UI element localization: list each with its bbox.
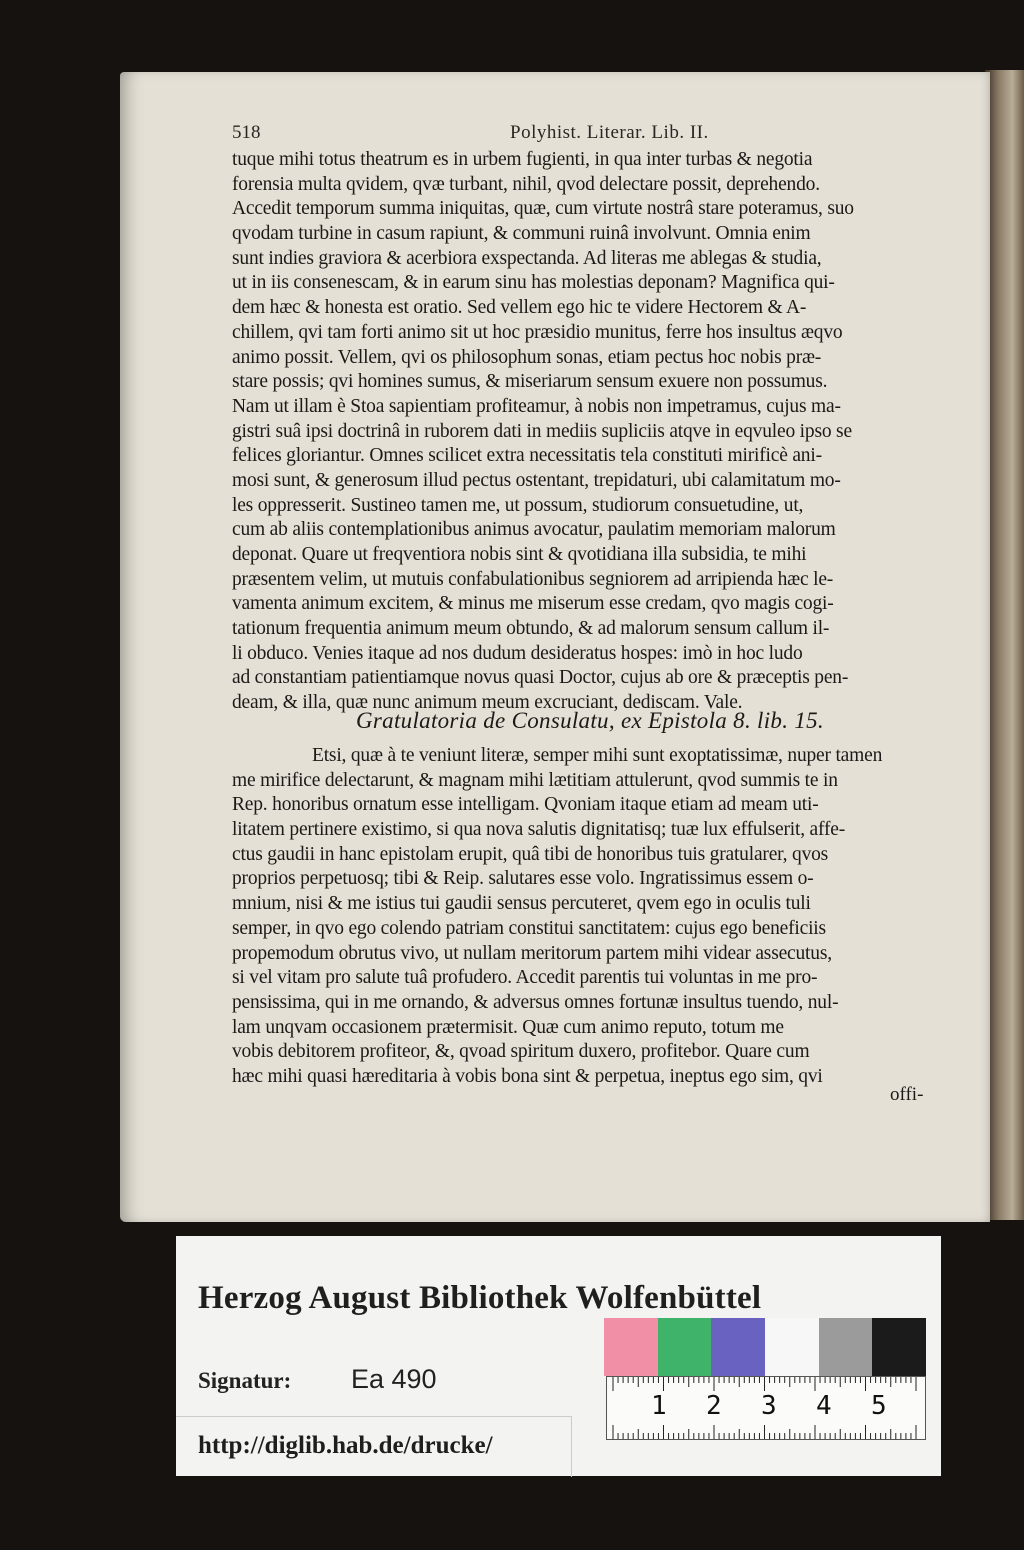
text-line: lam unqvam occasionem prætermisit. Quæ cum animo reputo, totum me [232,1016,784,1038]
color-calibration-chart [604,1318,926,1376]
signature-label: Signatur: [198,1368,292,1393]
library-label [176,1236,941,1476]
text-line: litatem pertinere existimo, si qua nova salutis dignitatisq; tuæ lux effulserit, affe- [232,819,845,841]
text-line: Accedit temporum summa iniquitas, quæ, cum virtute nostrâ stare poteramus, suo [232,198,854,220]
text-line: ad constantiam patientiamque novus quasi Doctor, cujus ab ore & præceptis pen- [232,667,849,689]
scale-number: 1 [651,1391,667,1421]
measurement-scale [606,1376,926,1440]
text-line: si vel vitam pro salute tuâ profudero. Accedit parentis tui voluntas in me pro- [232,967,818,989]
text-line: stare possis; qvi homines sumus, & miseriarum sensum exuere non possumus. [232,371,828,393]
color-swatch [872,1318,926,1376]
text-line: Etsi, quæ à te veniunt literæ, semper mihi sunt exoptatissimæ, nuper tamen [312,745,883,766]
text-line: animo possit. Vellem, qvi os philosophum sonas, etiam pectus hoc nobis præ- [232,346,822,368]
text-line: ut in iis consenescam, & in earum sinu has molestias deponam? Magnifica qui- [232,272,835,294]
text-line: forensia multa qvidem, qvæ turbant, nihil, qvod delectare possit, deprehendo. [232,173,820,195]
scale-number: 4 [816,1391,832,1421]
text-line: mosi sunt, & generosum illud pectus ostentant, trepidaturi, ubi calamitatum mo- [232,469,841,491]
running-head [232,122,932,148]
text-line: deponat. Quare ut freqventiora nobis sint & qvotidiana illa subsidia, te mihi [232,544,807,565]
library-name: Herzog August Bibliothek Wolfenbüttel [198,1280,762,1316]
catchword: offi- [890,1084,924,1105]
section-heading: Gratulatoria de Consulatu, ex Epistola 8. lib. 15. [356,708,824,733]
text-line: li obduco. Venies itaque ad nos dudum desideratus hospes: imò in hoc ludo [232,642,803,664]
text-line: semper, in qvo ego colendo patriam constitui sanctitatem: cujus ego beneficiis [232,917,826,939]
text-line: me mirifice delectarunt, & magnam mihi lætitiam attulerunt, qvod summis te in [232,769,838,791]
text-line: sunt indies graviora & acerbiora exspectanda. Ad literas me ablegas & studia, [232,247,822,269]
text-line: Nam ut illam è Stoa sapientiam profiteamur, à nobis non impetramus, cujus ma- [232,395,841,417]
text-line: Rep. honoribus ornatum esse intelligam. Qvoniam itaque etiam ad meam uti- [232,794,819,816]
color-swatch [658,1318,712,1376]
next-page-edge [985,70,1024,1220]
text-line: propemodum obrutus vivo, ut nullam meritorum partem mihi videar assecutus, [232,942,832,964]
text-line: hæc mihi quasi hæreditaria à vobis bona sint & perpetua, ineptus ego sim, qvi [232,1065,823,1087]
letter-paragraph [232,148,962,716]
text-line: gistri suâ ipsi doctrinâ in ruborem dati in mediis supliciis atqve in eqvuleo ipso se [232,420,852,442]
text-line: vobis debitorem profiteor, &, qvoad spiritum duxero, profitebor. Quare cum [232,1041,810,1063]
scale-number: 5 [871,1391,887,1421]
color-swatch [765,1318,819,1376]
text-line: præsentem velim, ut mutuis confabulationibus segniorem ad arripienda hæc le- [232,568,834,590]
text-line: deam, & illa, quæ nunc animum meum excruciant, dediscam. Vale. [232,692,743,714]
scale-number: 3 [761,1391,777,1421]
text-line: pensissima, qui in me ornando, & adversus omnes fortunæ insultus tuendo, nul- [232,991,839,1013]
text-line: cum ab aliis contemplationibus animus avocatur, paulatim memoriam malorum [232,519,836,541]
library-url[interactable]: http://diglib.hab.de/drucke/ [198,1432,493,1459]
text-line: les oppresserit. Sustineo tamen me, ut possum, studiorum consuetudine, ut, [232,494,804,516]
text-line: tationum frequentia animum meum obtundo, & ad malorum sensum callum il- [232,618,830,640]
scale-number: 2 [706,1391,722,1421]
color-swatch [819,1318,873,1376]
text-line: qvodam turbine in casum rapiunt, & communi ruinâ involvunt. Omnia enim [232,223,811,245]
color-swatch [604,1318,658,1376]
text-line: vamenta animum excitem, & minus me miserum esse credam, qvo magis cogi- [232,593,834,615]
text-line: chillem, qvi tam forti animo sit ut hoc præsidio munitus, ferre hos insultus æqvo [232,321,843,343]
text-line: dem hæc & honesta est oratio. Sed vellem ego hic te videre Hectorem & A- [232,297,807,319]
text-line: felices gloriantur. Omnes scilicet extra necessitatis tela constituti mirificè ani- [232,445,822,467]
text-line: tuque mihi totus theatrum es in urbem fugienti, in qua inter turbas & negotia [232,149,813,170]
running-title: Polyhist. Literar. Lib. II. [510,122,709,143]
text-line: proprios perpetuosq; tibi & Reip. salutares esse volo. Ingratissimus essem o- [232,868,814,890]
text-line: ctus gaudii in hanc epistolam erupit, quâ tibi de honoribus tuis gratularer, qvos [232,843,829,865]
letter-paragraph [232,744,962,1090]
text-line: mnium, nisi & me istius tui gaudii sensus percuteret, qvem ego in oculis tuli [232,893,811,915]
color-swatch [711,1318,765,1376]
page-number: 518 [232,122,261,143]
signature-value: Ea 490 [351,1364,437,1394]
